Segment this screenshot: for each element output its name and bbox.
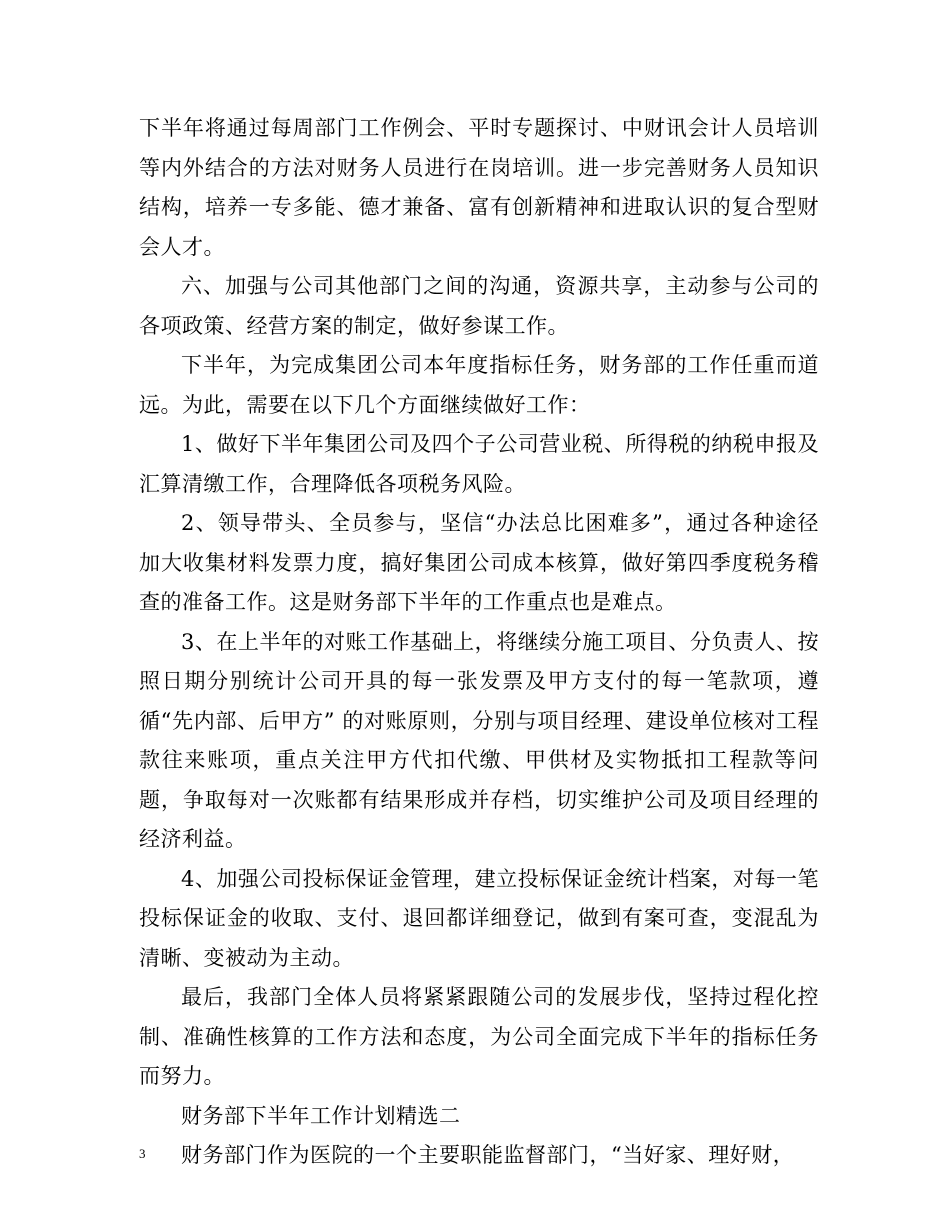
paragraph-section-two-start: 财务部门作为医院的一个主要职能监督部门，“当好家、理好财，	[181, 1143, 795, 1167]
paragraph-point-4: 4、加强公司投标保证金管理，建立投标保证金统计档案，对每一笔投标保证金的收取、支付、退回都详细登记，做到有案可查，变混乱为清晰、变被动为主动。	[139, 866, 819, 970]
section-heading: 财务部下半年工作计划精选二	[181, 1103, 461, 1128]
paragraph-second-half-intro: 下半年，为完成集团公司本年度指标任务，财务部的工作任重而道远。为此，需要在以下几个方面继续做好工作：	[139, 353, 819, 417]
paragraph-conclusion: 最后，我部门全体人员将紧紧跟随公司的发展步伐，坚持过程化控制、准确性核算的工作方法和态度，为公司全面完成下半年的指标任务而努力。	[139, 985, 819, 1088]
page-number: 3	[139, 1146, 146, 1161]
paragraph-point-3: 3、在上半年的对账工作基础上，将继续分施工项目、分负责人、按照日期分别统计公司开具的每一张发票及甲方支付的每一笔款项，遵循“先内部、后甲方” 的对账原则，分别与项目经理、建设单位核对工程款往来账项，重点关注甲方代扣代缴、甲供材及实物抵扣工程款等问题，争取每对一次账都有结果形成并存档，切实维护公司及项目经理的经济利益。	[139, 629, 819, 851]
paragraph-point-2: 2、领导带头、全员参与，坚信“办法总比困难多”，通过各种途径加大收集材料发票力度，搞好集团公司成本核算，做好第四季度税务稽查的准备工作。这是财务部下半年的工作重点也是难点。	[139, 511, 819, 614]
paragraph-training: 下半年将通过每周部门工作例会、平时专题探讨、中财讯会计人员培训等内外结合的方法对财务人员进行在岗培训。进一步完善财务人员知识结构，培养一专多能、德才兼备、富有创新精神和进取认识的复合型财会人才。	[139, 116, 819, 259]
document-body	[139, 109, 819, 1176]
paragraph-point-1: 1、做好下半年集团公司及四个子公司营业税、所得税的纳税申报及汇算清缴工作，合理降低各项税务风险。	[139, 432, 819, 496]
paragraph-item-six: 六、加强与公司其他部门之间的沟通，资源共享，主动参与公司的各项政策、经营方案的制定，做好参谋工作。	[139, 274, 819, 338]
